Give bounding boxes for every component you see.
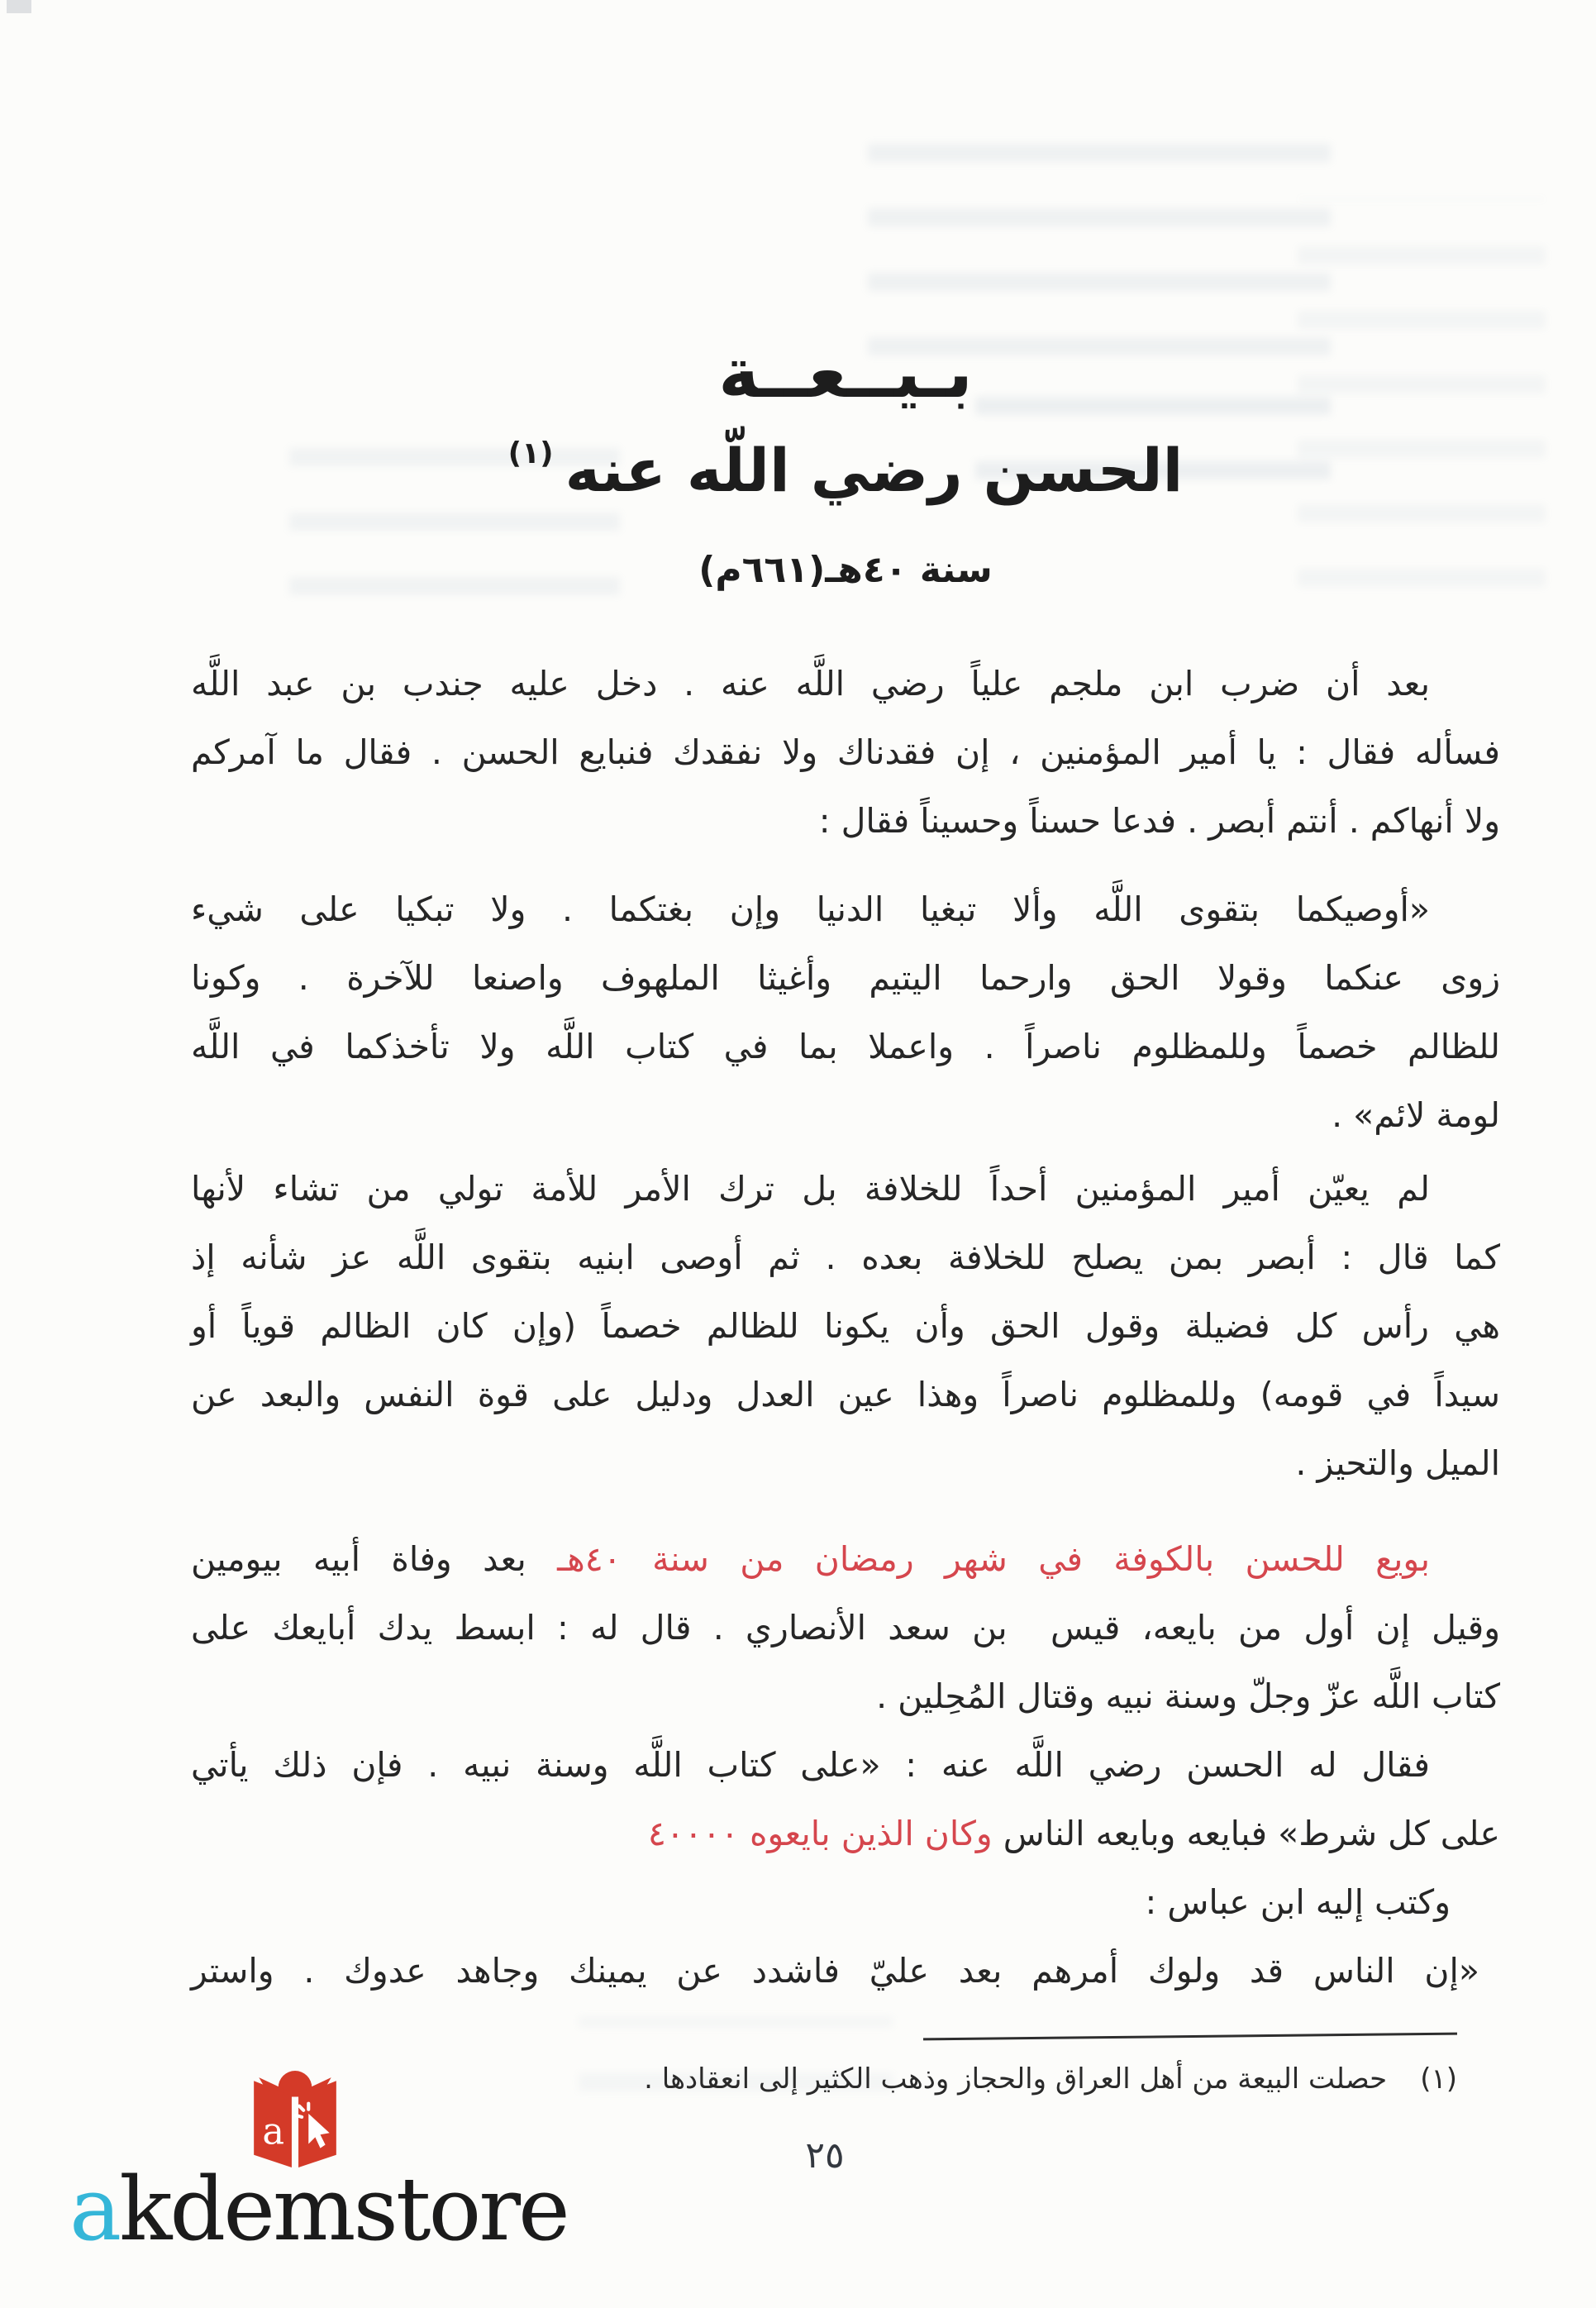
text-line — [191, 1731, 1500, 1800]
text-line — [191, 875, 1500, 944]
text-segment: سيداً في قومه) وللمظلوم ناصراً وهذا عين العدل ودليل على قوة النفس والبعد عن — [191, 1375, 1500, 1414]
highlighted-text: بويع للحسن بالكوفة في شهر رمضان من سنة ٤٠هـ — [526, 1539, 1430, 1579]
text-segment: وكتب إليه ابن عباس : — [1145, 1882, 1451, 1922]
text-segment: بعد أن ضرب ابن ملجم علياً رضي اللَّه عنه . دخل عليه جندب بن عبد اللَّه — [191, 664, 1430, 703]
text-segment: زوى عنكما وقولا الحق وارحما اليتيم وأغيثا الملهوف واصنعا للآخرة . وكونا — [191, 958, 1500, 998]
text-segment: كتاب اللَّه عزّ وجلّ وسنة نبيه وقتال المُحِلين . — [876, 1676, 1500, 1716]
footnote-number: (١) — [1420, 2062, 1457, 2096]
paragraph — [191, 1155, 1500, 1498]
logo-book-letter: a — [262, 2109, 285, 2153]
chapter-title-block — [191, 334, 1500, 592]
page-number: ٢٥ — [805, 2134, 845, 2177]
text-line — [191, 1292, 1500, 1361]
text-segment: وقيل إن أول من بايعه، قيس بن سعد الأنصاري . قال له : ابسط يدك أبايعك على — [191, 1608, 1500, 1648]
text-line — [191, 1662, 1500, 1731]
open-book-cursor-icon — [253, 2070, 337, 2169]
text-line — [191, 1223, 1500, 1292]
text-line — [191, 1155, 1500, 1223]
text-segment: كما قال : أبصر بمن يصلح للخلافة بعده . ثم أوصى ابنيه بتقوى اللَّه عز شأنه إذ — [191, 1237, 1500, 1277]
bleed-through-smudge — [868, 124, 1331, 355]
scan-corner-mark — [7, 0, 31, 13]
text-line — [191, 1429, 1500, 1498]
paragraph — [191, 875, 1500, 1150]
chapter-title-line1: بـيــعــة — [718, 332, 973, 413]
title-footnote-ref: (١) — [507, 436, 554, 470]
text-line — [191, 1594, 1500, 1662]
text-line — [191, 1081, 1500, 1150]
paragraph — [191, 1868, 1500, 1937]
text-line — [191, 718, 1500, 787]
text-line — [191, 1525, 1500, 1594]
text-line — [191, 1361, 1500, 1429]
text-segment: بعد وفاة أبيه بيومين — [191, 1539, 526, 1579]
footnote-divider — [923, 2033, 1457, 2041]
text-segment: الميل والتحيز . — [1295, 1443, 1500, 1483]
chapter-title-text: الحسن رضي اللّه عنه — [565, 436, 1184, 505]
text-line — [191, 1013, 1500, 1081]
paragraph — [191, 1525, 1500, 1731]
highlighted-text: وكان الذين بايعوه ٤٠٠٠٠ — [647, 1814, 993, 1853]
text-line — [191, 1868, 1500, 1937]
body-text — [191, 650, 1500, 2005]
text-segment: لم يعيّن أمير المؤمنين أحداً للخلافة بل ترك الأمر للأمة تولي من تشاء لأنها — [191, 1169, 1430, 1209]
text-line — [191, 944, 1500, 1013]
text-segment: فقال له الحسن رضي اللَّه عنه : «على كتاب اللَّه وسنة نبيه . فإن ذلك يأتي — [191, 1745, 1430, 1785]
text-segment: «أوصيكما بتقوى اللَّه وألا تبغيا الدنيا وإن بغتكما . ولا تبكيا على شيء — [191, 889, 1430, 929]
paragraph — [191, 1731, 1500, 1868]
text-segment: على كل شرط» فبايعه وبايعه الناس — [992, 1814, 1500, 1853]
text-segment: هي رأس كل فضيلة وقول الحق وأن يكونا للظالم خصماً (وإن كان الظالم قوياً أو — [191, 1306, 1500, 1346]
text-segment: ولا أنهاكم . أنتم أبصر . فدعا حسناً وحسيناً فقال : — [818, 801, 1500, 841]
paragraph — [191, 1937, 1500, 2005]
text-line — [191, 650, 1500, 718]
logo-wordmark — [69, 2158, 568, 2260]
chapter-date-line: سنة ٤٠هـ(٦٦١م) — [698, 549, 993, 591]
text-segment: لومة لائم» . — [1332, 1095, 1500, 1135]
text-line — [191, 787, 1500, 856]
paragraph — [191, 650, 1500, 856]
text-segment: للظالم خصماً وللمظلوم ناصراً . واعملا بما في كتاب اللَّه ولا تأخذكما في اللَّه — [191, 1027, 1500, 1066]
footnote — [644, 2055, 1457, 2103]
logo-wordmark-a: a — [69, 2158, 120, 2260]
text-segment: فسأله فقال : يا أمير المؤمنين ، إن فقدناك ولا نفقدك فنبايع الحسن . فقال ما آمركم — [191, 732, 1500, 772]
text-line — [191, 1937, 1500, 2005]
footnote-text: حصلت البيعة من أهل العراق والحجاز وذهب الكثير إلى انعقادها . — [644, 2062, 1388, 2096]
logo-wordmark-rest: kdemstore — [119, 2158, 568, 2260]
chapter-title-line2 — [191, 412, 1500, 513]
text-segment: «إن الناس قد ولوك أمرهم بعد عليّ فاشدد عن يمينك وجاهد عدوك . واستر — [191, 1951, 1479, 1991]
text-line — [191, 1800, 1500, 1868]
